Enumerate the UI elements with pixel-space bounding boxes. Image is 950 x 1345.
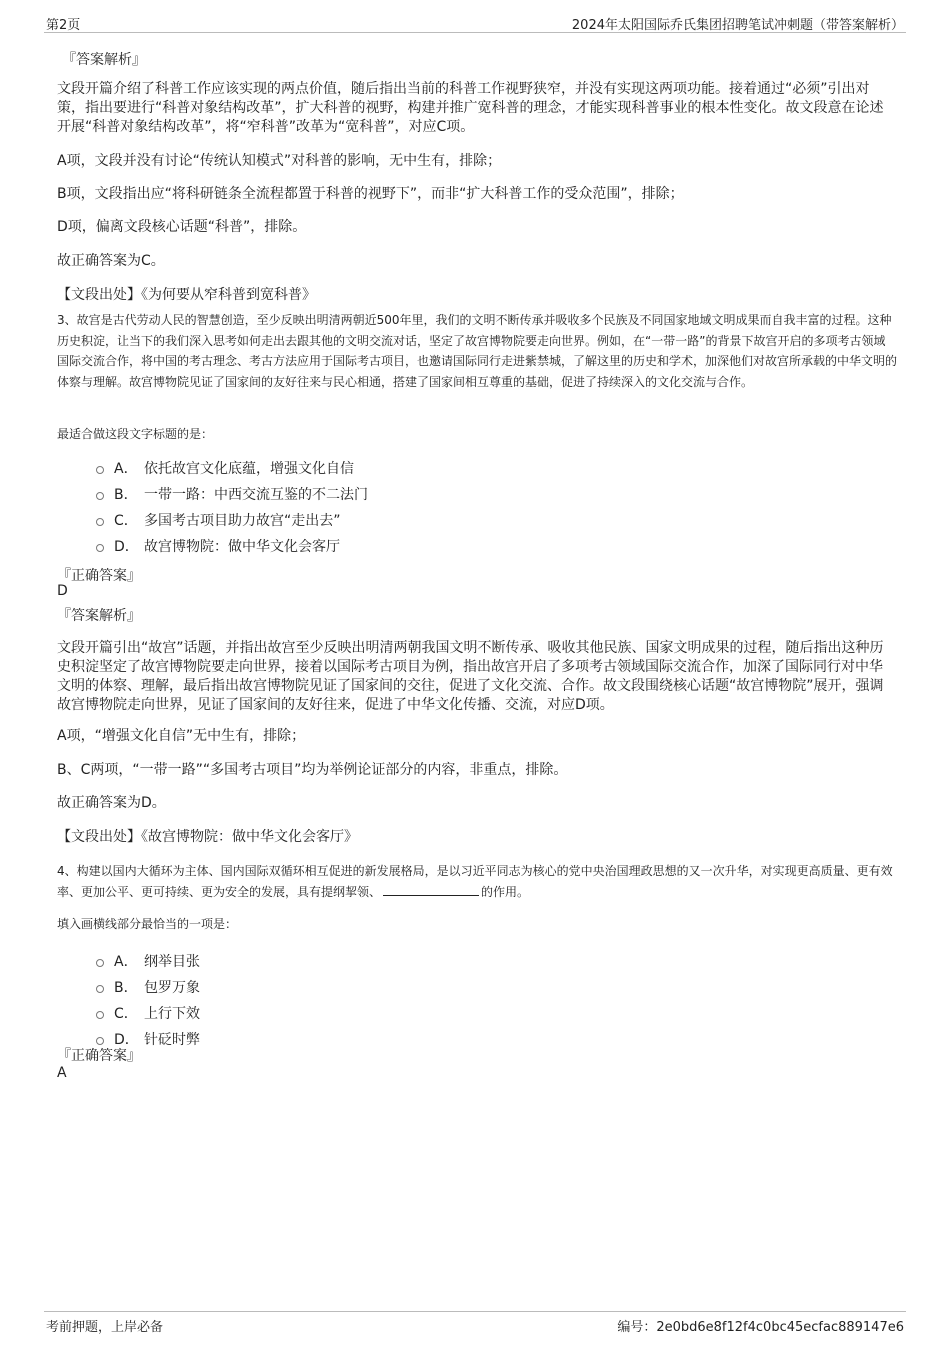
question-4-option-b[interactable]: B． 包罗万象 — [96, 977, 200, 997]
question-3-option-d[interactable]: D． 故宫博物院：做中华文化会客厅 — [96, 536, 340, 556]
note-option-a: A项，“增强文化自信”无中生有，排除； — [57, 728, 306, 744]
header-divider — [44, 32, 906, 33]
radio-icon[interactable] — [96, 1011, 104, 1019]
radio-icon[interactable] — [96, 959, 104, 967]
analysis-heading: 『答案解析』 — [57, 608, 141, 624]
fill-blank — [383, 883, 479, 896]
page-number: 第2页 — [46, 18, 81, 33]
radio-icon[interactable] — [96, 544, 104, 552]
answer-value: D — [57, 583, 68, 599]
question-3-stem: 3、故宫是古代劳动人民的智慧创造，至少反映出明清两朝近500年里，我们的文明不断传承并吸收多个民族及不同国家地域文明成果而自我丰富的过程。这种历史积淀，让当下的我们深入思考如何走出去跟其他的文明交流对话，坚定了故宫博物院要走向世界。例如，在“一带一路”的背景下故宫开启的多项考古领域国际交流合作，将中国的考古理念、考古方法应用于国际考古项目，也邀请国际同行走进紫禁城，了解这里的历史和学术，加深他们对故宫所承载的中华文明的体察与理解。故宫博物院见证了国家间的友好往来与民心相通，搭建了国家间相互尊重的基础，促进了持续深入的文化交流与合作。 — [57, 313, 898, 389]
question-3-option-c[interactable]: C． 多国考古项目助力故宫“走出去” — [96, 510, 341, 530]
footer-slogan: 考前押题，上岸必备 — [46, 1320, 164, 1335]
answer-heading: 『正确答案』 — [57, 568, 141, 584]
answer-heading: 『正确答案』 — [57, 1048, 141, 1064]
conclusion: 故正确答案为D。 — [57, 795, 166, 811]
radio-icon[interactable] — [96, 518, 104, 526]
source-citation: 【文段出处】《为何要从窄科普到宽科普》 — [57, 287, 316, 303]
question-3-option-a[interactable]: A． 依托故宫文化底蕴，增强文化自信 — [96, 458, 354, 478]
radio-icon[interactable] — [96, 985, 104, 993]
note-option-b: B项，文段指出应“将科研链条全流程都置于科普的视野下”，而非“扩大科普工作的受众范围”，排除； — [57, 186, 684, 202]
note-option-d: D项，偏离文段核心话题“科普”，排除。 — [57, 219, 307, 235]
question-4-option-d[interactable]: D． 针砭时弊 — [96, 1029, 200, 1049]
conclusion: 故正确答案为C。 — [57, 253, 165, 269]
note-option-a: A项，文段并没有讨论“传统认知模式”对科普的影响，无中生有，排除； — [57, 153, 502, 169]
question-4-option-a[interactable]: A． 纲举目张 — [96, 951, 200, 971]
note-option-bc: B、C两项，“一带一路”“多国考古项目”均为举例论证部分的内容，非重点，排除。 — [57, 762, 568, 778]
question-4-prompt: 填入画横线部分最恰当的一项是： — [57, 917, 238, 931]
question-4-option-c[interactable]: C． 上行下效 — [96, 1003, 200, 1023]
answer-value: A — [57, 1065, 67, 1081]
analysis-text: 文段开篇介绍了科普工作应该实现的两点价值，随后指出当前的科普工作视野狭窄，并没有实现这两项功能。接着通过“必须”引出对策，指出要进行“科普对象结构改革”，扩大科普的视野，构建并推广宽科普的理念，才能实现科普事业的根本性变化。故文段意在论述开展“科普对象结构改革”，将“窄科普”改革为“宽科普”，对应C项。 — [57, 81, 884, 135]
question-4-stem: 4、构建以国内大循环为主体、国内国际双循环相互促进的新发展格局，是以习近平同志为核心的党中央治国理政思想的又一次升华，对实现更高质量、更有效率、更加公平、更可持续、更为安全的发展，具有提纲挈领、 的作用。 — [57, 864, 893, 899]
footer-divider — [44, 1311, 906, 1312]
document-title: 2024年太阳国际乔氏集团招聘笔试冲刺题（带答案解析） — [571, 18, 904, 33]
source-citation: 【文段出处】《故宫博物院：做中华文化会客厅》 — [57, 829, 358, 845]
radio-icon[interactable] — [96, 492, 104, 500]
analysis-text: 文段开篇引出“故宫”话题，并指出故宫至少反映出明清两朝我国文明不断传承、吸收其他民族、国家文明成果的过程，随后指出这种历史积淀坚定了故宫博物院要走向世界，接着以国际考古项目为例，指出故宫开启了多项考古领域国际交流合作，加深了国际同行对中华文明的体察、理解，最后指出故宫博物院见证了国家间的交往，促进了文化交流、合作。故文段围绕核心话题“故宫博物院”展开，强调故宫博物院走向世界，见证了国家间的友好往来，促进了中华文化传播、交流，对应D项。 — [57, 640, 884, 713]
radio-icon[interactable] — [96, 1037, 104, 1045]
radio-icon[interactable] — [96, 466, 104, 474]
analysis-heading: 『答案解析』 — [62, 52, 146, 68]
question-3-option-b[interactable]: B． 一带一路：中西交流互鉴的不二法门 — [96, 484, 368, 504]
document-code: 编号：2e0bd6e8f12f4c0bc45ecfac889147e6 — [617, 1320, 904, 1335]
question-3-prompt: 最适合做这段文字标题的是： — [57, 427, 214, 441]
